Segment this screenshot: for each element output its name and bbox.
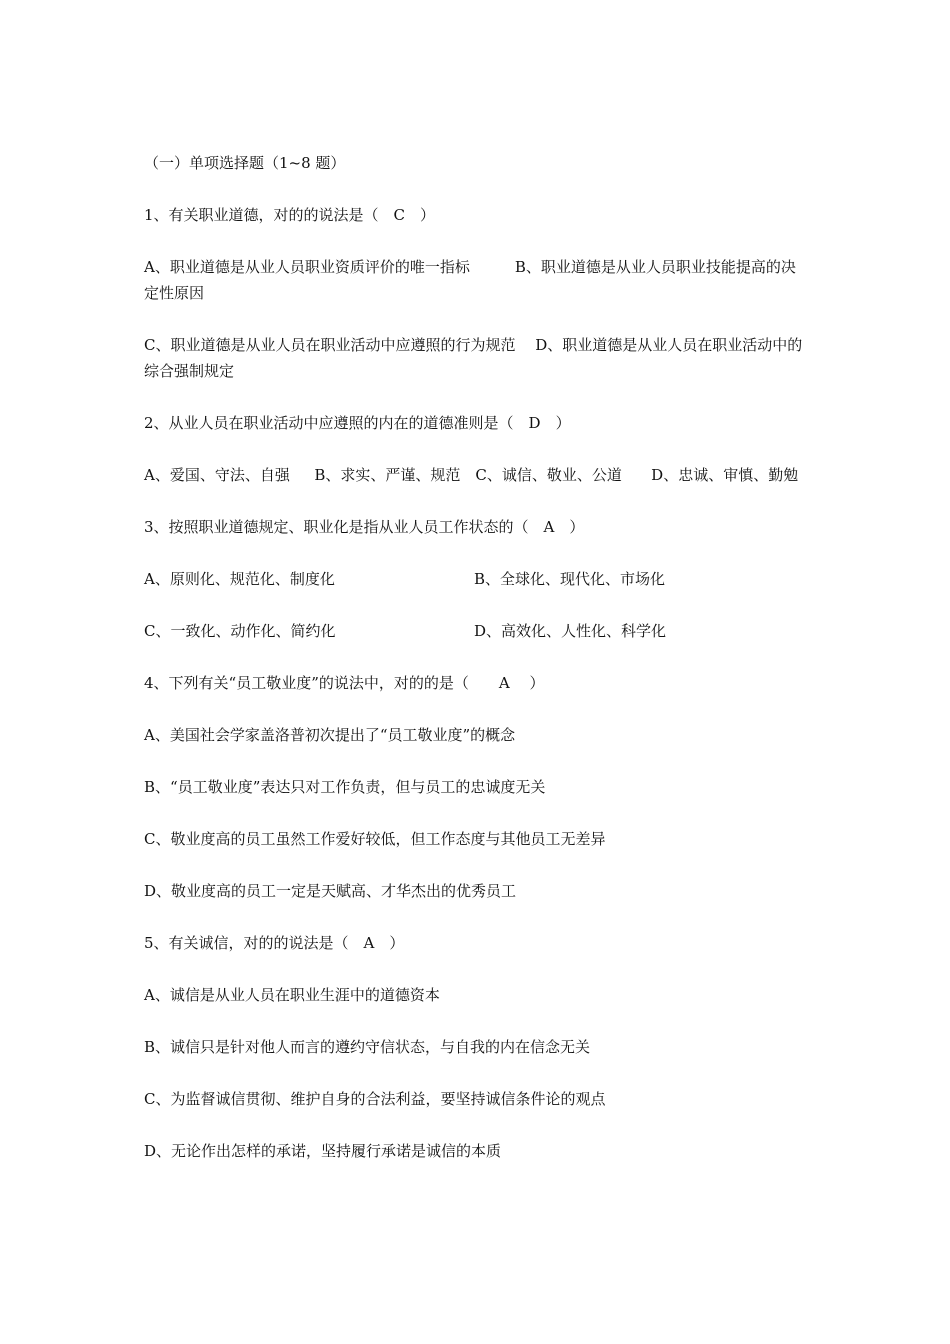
question-3-option-a: A、原则化、规范化、制度化 [144,570,335,588]
question-4-stem: 4、下列有关“员工敬业度”的说法中，对的的是（ A ） [144,674,545,692]
question-2-options: A、爱国、守法、自强 B、求实、严谨、规范 C、诚信、敬业、公道 D、忠诚、审慎、勤勉 [144,466,799,484]
question-1-stem: 1、有关职业道德，对的的说法是（ C ） [144,206,436,224]
question-4-option-b: B、“员工敬业度”表达只对工作负责，但与员工的忠诚度无关 [144,778,546,796]
question-5-option-b: B、诚信只是针对他人而言的遵约守信状态，与自我的内在信念无关 [144,1038,591,1056]
question-5-option-d: D、无论作出怎样的承诺，坚持履行承诺是诚信的本质 [144,1142,502,1160]
question-5-option-c: C、为监督诚信贯彻、维护自身的合法利益，要坚持诚信条件论的观点 [144,1090,606,1108]
question-3-stem: 3、按照职业道德规定、职业化是指从业人员工作状态的（ A ） [144,518,585,536]
question-3-options-row-1 [144,566,808,592]
question-3-option-b: B、全球化、现代化、市场化 [474,570,666,588]
question-1-options-cd: C、职业道德是从业人员在职业活动中应遵照的行为规范 D、职业道德是从业人员在职业活动中的综合强制规定 [144,336,803,380]
question-4-option-d: D、敬业度高的员工一定是天赋高、才华杰出的优秀员工 [144,882,517,900]
document-page [144,150,808,1190]
question-4-option-a: A、美国社会学家盖洛普初次提出了“员工敬业度”的概念 [144,726,516,744]
question-1-options-ab: A、职业道德是从业人员职业资质评价的唯一指标 B、职业道德是从业人员职业技能提高的决定性原因 [144,258,796,302]
question-5-stem: 5、有关诚信，对的的说法是（ A ） [144,934,405,952]
section-title: （一）单项选择题（1~8 题） [144,154,346,172]
question-2-stem: 2、从业人员在职业活动中应遵照的内在的道德准则是（ D ） [144,414,571,432]
question-3-options-row-2 [144,618,808,644]
question-3-option-c: C、一致化、动作化、简约化 [144,622,336,640]
question-4-option-c: C、敬业度高的员工虽然工作爱好较低，但工作态度与其他员工无差异 [144,830,606,848]
question-3-option-d: D、高效化、人性化、科学化 [474,622,667,640]
question-5-option-a: A、诚信是从业人员在职业生涯中的道德资本 [144,986,440,1004]
